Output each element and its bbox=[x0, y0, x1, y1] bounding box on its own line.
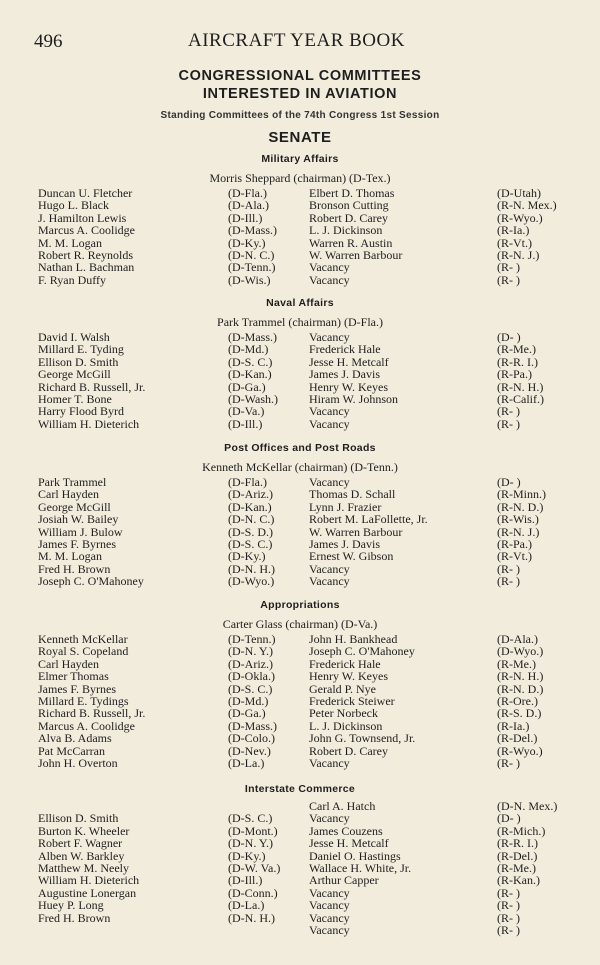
member-name-left: William H. Dieterich bbox=[38, 873, 140, 888]
member-name-right: Carl A. Hatch bbox=[309, 799, 376, 813]
member-name-left: Millard E. Tydings bbox=[38, 693, 129, 708]
member-name-right: Vacancy bbox=[309, 272, 350, 287]
member-party-left: (D-S. C.) bbox=[228, 536, 273, 551]
member-name-right: Joseph C. O'Mahoney bbox=[309, 644, 415, 659]
committee-section bbox=[0, 779, 600, 936]
member-name-left: Marcus A. Coolidge bbox=[38, 718, 135, 733]
member-name-left: Harry Flood Byrd bbox=[38, 404, 124, 419]
member-name-right: Vacancy bbox=[309, 561, 350, 576]
member-row bbox=[0, 874, 600, 886]
member-party-left: (D-Ky.) bbox=[228, 235, 266, 250]
member-name-right: Robert D. Carey bbox=[309, 210, 388, 225]
member-row bbox=[0, 812, 600, 824]
member-name-right: James Couzens bbox=[309, 823, 383, 838]
member-name-right: John G. Townsend, Jr. bbox=[309, 731, 416, 746]
member-party-left: (D-Ariz.) bbox=[228, 656, 273, 671]
member-name-right: W. Warren Barbour bbox=[309, 524, 403, 539]
member-party-right: (D- ) bbox=[497, 330, 521, 344]
member-row bbox=[0, 924, 600, 936]
member-party-right: (R-N. H.) bbox=[497, 379, 544, 394]
member-party-left: (D-S. C.) bbox=[228, 811, 273, 826]
member-party-right: (R-Mich.) bbox=[497, 823, 546, 838]
member-name-right: W. Warren Barbour bbox=[309, 247, 403, 262]
member-name-left: Marcus A. Coolidge bbox=[38, 223, 135, 238]
member-row bbox=[0, 670, 600, 682]
page-title-line-1: CONGRESSIONAL COMMITTEES bbox=[178, 68, 422, 84]
member-name-left: James F. Byrnes bbox=[38, 536, 117, 551]
member-name-left: Joseph C. O'Mahoney bbox=[38, 574, 144, 589]
member-name-right: James J. Davis bbox=[309, 367, 380, 382]
committee-section bbox=[0, 149, 600, 286]
member-party-left: (D-W. Va.) bbox=[228, 860, 281, 875]
member-table bbox=[0, 800, 600, 936]
member-name-left: Duncan U. Fletcher bbox=[38, 186, 133, 200]
member-name-left: Kenneth McKellar bbox=[38, 632, 128, 646]
member-party-right: (R-N. J.) bbox=[497, 247, 540, 262]
member-name-left: Fred H. Brown bbox=[38, 561, 111, 576]
member-party-right: (R- ) bbox=[497, 885, 520, 900]
member-party-right: (R- ) bbox=[497, 561, 520, 576]
member-party-left: (D-Ky.) bbox=[228, 549, 266, 564]
member-party-left: (D-Wis.) bbox=[228, 272, 271, 287]
member-party-left: (D-Wash.) bbox=[228, 391, 279, 406]
member-party-left: (D-Wyo.) bbox=[228, 574, 275, 589]
member-name-right: Vacancy bbox=[309, 260, 350, 275]
running-head: AIRCRAFT YEAR BOOK bbox=[188, 30, 405, 51]
member-party-right: (R-Calif.) bbox=[497, 391, 544, 406]
member-party-left: (D-Colo.) bbox=[228, 731, 275, 746]
member-name-right: Vacancy bbox=[309, 811, 350, 826]
member-party-left: (D-N. H.) bbox=[228, 561, 275, 576]
member-party-right: (R-Kan.) bbox=[497, 873, 540, 888]
member-party-right: (R- ) bbox=[497, 922, 520, 937]
member-party-right: (D- ) bbox=[497, 811, 521, 826]
member-name-right: Gerald P. Nye bbox=[309, 681, 376, 696]
member-name-left: Richard B. Russell, Jr. bbox=[38, 706, 146, 721]
member-party-right: (R-Me.) bbox=[497, 860, 536, 875]
member-row bbox=[0, 343, 600, 355]
committee-name: Post Offices and Post Roads bbox=[224, 442, 376, 454]
member-name-right: Peter Norbeck bbox=[309, 706, 378, 721]
committee-name: Naval Affairs bbox=[266, 297, 334, 309]
member-name-left: Robert F. Wagner bbox=[38, 836, 123, 851]
member-party-right: (R-Minn.) bbox=[497, 487, 546, 502]
member-party-right: (R-R. I.) bbox=[497, 354, 538, 369]
member-name-right: James J. Davis bbox=[309, 536, 380, 551]
member-party-right: (R-N. D.) bbox=[497, 681, 544, 696]
committee-chairman: Morris Sheppard (chairman) (D-Tex.) bbox=[209, 171, 391, 185]
member-name-left: George McGill bbox=[38, 499, 111, 514]
member-party-right: (R-N. H.) bbox=[497, 669, 544, 684]
member-name-right: L. J. Dickinson bbox=[309, 718, 383, 733]
member-party-right: (R-N. J.) bbox=[497, 524, 540, 539]
member-party-right: (R-Del.) bbox=[497, 731, 538, 746]
member-row bbox=[0, 732, 600, 744]
committee-name: Military Affairs bbox=[261, 153, 339, 165]
member-party-left: (D-N. C.) bbox=[228, 247, 275, 262]
member-name-right: Henry W. Keyes bbox=[309, 379, 388, 394]
member-party-left: (D-La.) bbox=[228, 755, 265, 770]
member-party-right: (R-Wyo.) bbox=[497, 743, 543, 758]
member-name-right: John H. Bankhead bbox=[309, 632, 398, 646]
member-name-right: Elbert D. Thomas bbox=[309, 186, 395, 200]
member-party-right: (R-R. I.) bbox=[497, 836, 538, 851]
member-party-left: (D-N. H.) bbox=[228, 910, 275, 925]
member-name-left: Ellison D. Smith bbox=[38, 354, 119, 369]
member-name-left: Carl Hayden bbox=[38, 487, 99, 502]
committee-name: Interstate Commerce bbox=[244, 783, 356, 795]
member-table bbox=[0, 331, 600, 430]
member-name-left: Burton K. Wheeler bbox=[38, 823, 130, 838]
member-party-right: (R-Vt.) bbox=[497, 549, 532, 564]
committee-name: Appropriations bbox=[260, 599, 340, 611]
member-name-right: Vacancy bbox=[309, 755, 350, 770]
member-name-right: L. J. Dickinson bbox=[309, 223, 383, 238]
member-name-left: Alben W. Barkley bbox=[38, 848, 125, 863]
member-party-left: (D-Tenn.) bbox=[228, 632, 276, 646]
member-row bbox=[0, 837, 600, 849]
member-party-left: (D-La.) bbox=[228, 898, 265, 913]
member-name-left: John H. Overton bbox=[38, 755, 118, 770]
member-name-right: Vacancy bbox=[309, 574, 350, 589]
member-name-left: Millard E. Tyding bbox=[38, 342, 124, 357]
member-party-right: (R- ) bbox=[497, 910, 520, 925]
member-row bbox=[0, 261, 600, 273]
member-party-right: (R-Me.) bbox=[497, 656, 536, 671]
member-party-left: (D-Fla.) bbox=[228, 475, 267, 489]
member-name-right: Frederick Steiwer bbox=[309, 693, 395, 708]
member-party-left: (D-Md.) bbox=[228, 342, 269, 357]
member-party-left: (D-N. C.) bbox=[228, 512, 275, 527]
member-party-right: (R-N. Mex.) bbox=[497, 198, 557, 213]
member-party-left: (D-Conn.) bbox=[228, 885, 278, 900]
member-name-left: William J. Bulow bbox=[38, 524, 123, 539]
member-name-left: Ellison D. Smith bbox=[38, 811, 119, 826]
member-name-left: James F. Byrnes bbox=[38, 681, 117, 696]
committee-section bbox=[0, 595, 600, 769]
member-name-left: William H. Dieterich bbox=[38, 416, 140, 431]
member-name-left: Huey P. Long bbox=[38, 898, 104, 913]
committee-chairman: Park Trammel (chairman) (D-Fla.) bbox=[217, 315, 383, 329]
session-subtitle: Standing Committees of the 74th Congress 1st Session bbox=[160, 110, 440, 121]
member-name-left: Matthew M. Neely bbox=[38, 860, 129, 875]
member-name-right: Vacancy bbox=[309, 330, 350, 344]
member-row bbox=[0, 274, 600, 286]
committee-section bbox=[0, 438, 600, 588]
member-party-left: (D-Md.) bbox=[228, 693, 269, 708]
member-name-left: Pat McCarran bbox=[38, 743, 105, 758]
member-name-right: Jesse H. Metcalf bbox=[309, 836, 389, 851]
member-row bbox=[0, 418, 600, 430]
member-party-right: (D- ) bbox=[497, 475, 521, 489]
member-name-right: Vacancy bbox=[309, 885, 350, 900]
member-row bbox=[0, 224, 600, 236]
member-name-right: Wallace H. White, Jr. bbox=[309, 860, 412, 875]
member-name-right: Bronson Cutting bbox=[309, 198, 389, 213]
member-name-right: Robert D. Carey bbox=[309, 743, 388, 758]
member-name-right: Ernest W. Gibson bbox=[309, 549, 394, 564]
member-party-left: (D-Ala.) bbox=[228, 198, 269, 213]
member-row bbox=[0, 368, 600, 380]
member-name-left: Nathan L. Bachman bbox=[38, 260, 135, 275]
member-party-right: (R- ) bbox=[497, 404, 520, 419]
member-row bbox=[0, 405, 600, 417]
member-party-left: (D-Ill.) bbox=[228, 210, 263, 225]
member-party-left: (D-Mont.) bbox=[228, 823, 278, 838]
member-party-right: (R-Ore.) bbox=[497, 693, 538, 708]
member-name-right: Vacancy bbox=[309, 898, 350, 913]
member-party-right: (R-Wis.) bbox=[497, 512, 539, 527]
member-name-right: Vacancy bbox=[309, 922, 350, 937]
member-party-right: (R- ) bbox=[497, 898, 520, 913]
member-party-left: (D-Kan.) bbox=[228, 499, 272, 514]
member-party-right: (R-Pa.) bbox=[497, 536, 532, 551]
page-title-line-2: INTERESTED IN AVIATION bbox=[202, 86, 398, 102]
member-table bbox=[0, 187, 600, 286]
member-name-left: Royal S. Copeland bbox=[38, 644, 129, 659]
member-party-right: (R-Pa.) bbox=[497, 367, 532, 382]
member-party-right: (R-Wyo.) bbox=[497, 210, 543, 225]
member-name-right: Warren R. Austin bbox=[309, 235, 393, 250]
member-party-left: (D-Mass.) bbox=[228, 718, 277, 733]
member-party-right: (R-Vt.) bbox=[497, 235, 532, 250]
member-name-left: Alva B. Adams bbox=[38, 731, 112, 746]
member-row bbox=[0, 513, 600, 525]
member-name-left: F. Ryan Duffy bbox=[38, 272, 107, 287]
member-row bbox=[0, 645, 600, 657]
member-name-right: Henry W. Keyes bbox=[309, 669, 388, 684]
member-party-left: (D-Ariz.) bbox=[228, 487, 273, 502]
member-party-left: (D-Okla.) bbox=[228, 669, 275, 684]
member-name-left: Fred H. Brown bbox=[38, 910, 111, 925]
member-party-left: (D-S. D.) bbox=[228, 524, 273, 539]
member-party-right: (R- ) bbox=[497, 272, 520, 287]
member-name-left: Robert R. Reynolds bbox=[38, 247, 133, 262]
member-party-left: (D-Ill.) bbox=[228, 416, 263, 431]
member-row bbox=[0, 707, 600, 719]
member-name-right: Frederick Hale bbox=[309, 656, 381, 671]
member-party-left: (D-N. Y.) bbox=[228, 836, 273, 851]
member-party-right: (R- ) bbox=[497, 416, 520, 431]
member-name-right: Arthur Capper bbox=[309, 873, 379, 888]
member-name-left: M. M. Logan bbox=[38, 549, 102, 564]
member-name-right: Vacancy bbox=[309, 404, 350, 419]
member-party-left: (D-Kan.) bbox=[228, 367, 272, 382]
member-name-left: Augustine Lonergan bbox=[38, 885, 137, 900]
member-party-right: (R- ) bbox=[497, 260, 520, 275]
member-name-right: Vacancy bbox=[309, 475, 350, 489]
member-name-left: David I. Walsh bbox=[38, 330, 110, 344]
member-table bbox=[0, 476, 600, 588]
member-party-left: (D-Mass.) bbox=[228, 330, 277, 344]
member-party-right: (R-Ia.) bbox=[497, 718, 530, 733]
member-row bbox=[0, 757, 600, 769]
member-party-right: (R-Ia.) bbox=[497, 223, 530, 238]
member-name-left: Elmer Thomas bbox=[38, 669, 109, 684]
member-name-right: Frederick Hale bbox=[309, 342, 381, 357]
member-name-right: Lynn J. Frazier bbox=[309, 499, 382, 514]
member-party-right: (R-S. D.) bbox=[497, 706, 542, 721]
member-name-left: Park Trammel bbox=[38, 475, 107, 489]
member-name-left: Richard B. Russell, Jr. bbox=[38, 379, 146, 394]
member-name-right: Jesse H. Metcalf bbox=[309, 354, 389, 369]
committee-chairman: Kenneth McKellar (chairman) (D-Tenn.) bbox=[202, 460, 398, 474]
member-party-left: (D-S. C.) bbox=[228, 354, 273, 369]
member-row bbox=[0, 899, 600, 911]
member-name-right: Robert M. LaFollette, Jr. bbox=[309, 512, 428, 527]
member-row bbox=[0, 575, 600, 587]
member-row bbox=[0, 199, 600, 211]
member-name-left: M. M. Logan bbox=[38, 235, 102, 250]
member-row bbox=[0, 550, 600, 562]
member-table bbox=[0, 633, 600, 769]
member-name-right: Hiram W. Johnson bbox=[309, 391, 399, 406]
chamber-heading: SENATE bbox=[268, 129, 332, 146]
member-party-left: (D-N. Y.) bbox=[228, 644, 273, 659]
member-row bbox=[0, 488, 600, 500]
member-party-right: (R- ) bbox=[497, 574, 520, 589]
member-party-left: (D-Ga.) bbox=[228, 706, 266, 721]
member-party-right: (R-Me.) bbox=[497, 342, 536, 357]
member-party-right: (D-Ala.) bbox=[497, 632, 538, 646]
member-name-right: Vacancy bbox=[309, 416, 350, 431]
member-party-left: (D-Ky.) bbox=[228, 848, 266, 863]
member-name-right: Thomas D. Schall bbox=[309, 487, 396, 502]
member-name-left: Josiah W. Bailey bbox=[38, 512, 119, 527]
committee-chairman: Carter Glass (chairman) (D-Va.) bbox=[222, 617, 378, 631]
member-name-left: Hugo L. Black bbox=[38, 198, 109, 213]
member-party-right: (D-N. Mex.) bbox=[497, 799, 558, 813]
member-party-right: (D-Utah) bbox=[497, 186, 541, 200]
member-party-left: (D-Mass.) bbox=[228, 223, 277, 238]
member-party-left: (D-Fla.) bbox=[228, 186, 267, 200]
member-name-right: Daniel O. Hastings bbox=[309, 848, 401, 863]
member-party-left: (D-Ga.) bbox=[228, 379, 266, 394]
member-name-left: George McGill bbox=[38, 367, 111, 382]
page-number: 496 bbox=[34, 31, 63, 52]
member-name-left: Homer T. Bone bbox=[38, 391, 112, 406]
member-party-left: (D-Nev.) bbox=[228, 743, 271, 758]
committee-section bbox=[0, 293, 600, 430]
member-party-left: (D-S. C.) bbox=[228, 681, 273, 696]
member-name-right: Vacancy bbox=[309, 910, 350, 925]
member-name-left: J. Hamilton Lewis bbox=[38, 210, 127, 225]
member-party-right: (R-Del.) bbox=[497, 848, 538, 863]
member-party-left: (D-Tenn.) bbox=[228, 260, 276, 275]
member-party-right: (R-N. D.) bbox=[497, 499, 544, 514]
member-party-right: (D-Wyo.) bbox=[497, 644, 544, 659]
member-party-left: (D-Va.) bbox=[228, 404, 265, 419]
member-party-right: (R- ) bbox=[497, 755, 520, 770]
member-party-left: (D-Ill.) bbox=[228, 873, 263, 888]
member-name-left: Carl Hayden bbox=[38, 656, 99, 671]
